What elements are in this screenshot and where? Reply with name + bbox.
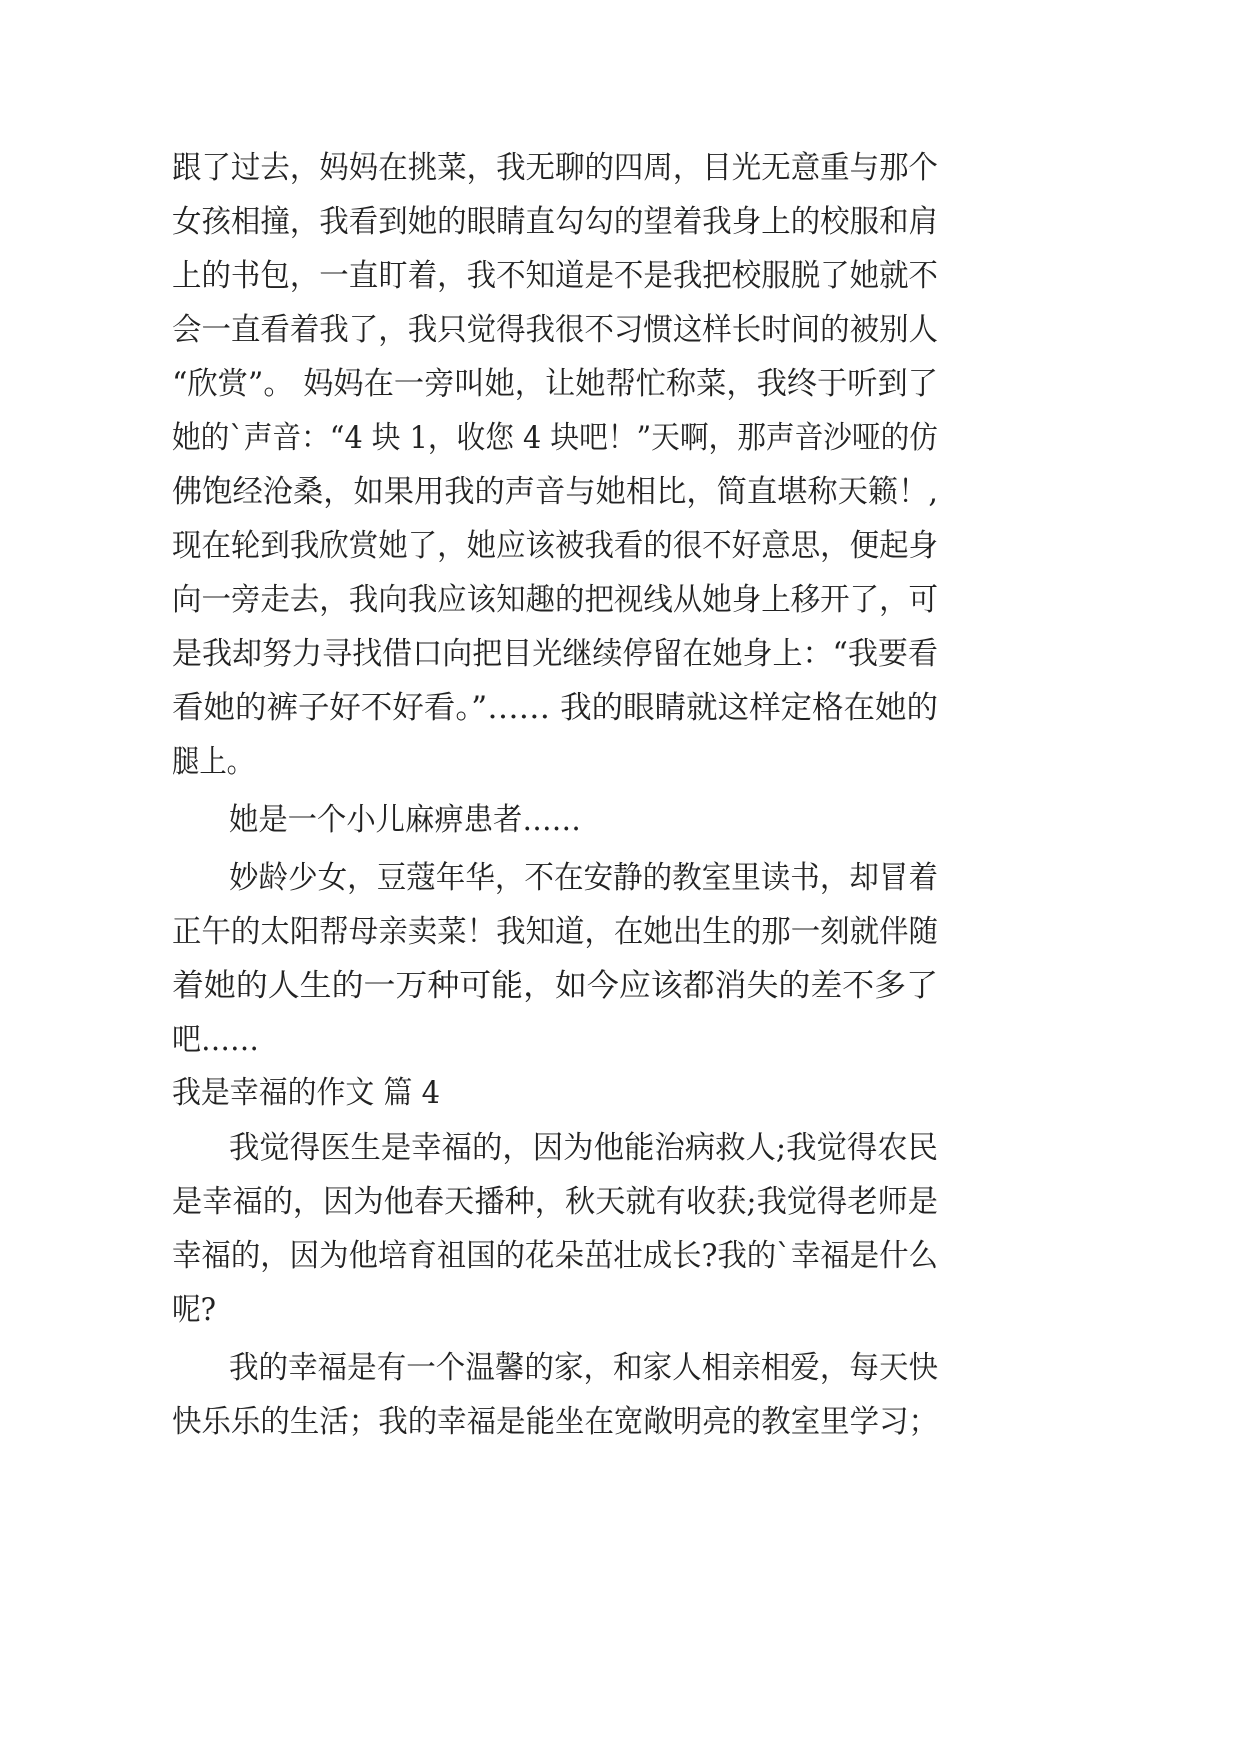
line-text: 吧……	[172, 1022, 259, 1058]
line-text: 腿上。	[172, 744, 254, 780]
line-text: 现在轮到我欣赏她了，她应该被我看的很不好意思，便起身	[172, 528, 938, 564]
line-text: 看她的裤子好不好看。”…… 我的眼睛就这样定格在她的	[172, 690, 938, 726]
text-line	[0, 731, 1241, 793]
section-heading	[0, 1062, 1241, 1124]
line-text: 跟了过去，妈妈在挑菜，我无聊的四周，目光无意重与那个	[172, 150, 938, 186]
text-line	[0, 569, 1241, 631]
line-text: 我的幸福是有一个温馨的家，和家人相亲相爱，每天快	[229, 1350, 938, 1386]
text-line	[0, 1279, 1241, 1341]
text-line	[0, 901, 1241, 963]
text-line	[0, 955, 1241, 1017]
line-text: 佛饱经沧桑，如果用我的声音与她相比，简直堪称天籁！,	[172, 474, 938, 510]
text-line	[0, 137, 1241, 199]
heading-text: 我是幸福的作文 篇 4	[172, 1075, 440, 1111]
line-text: 上的书包，一直盯着，我不知道是不是我把校服脱了她就不	[172, 258, 938, 294]
line-text: 我觉得医生是幸福的，因为他能治病救人;我觉得农民	[229, 1130, 938, 1166]
line-text: 正午的太阳帮母亲卖菜！我知道，在她出生的那一刻就伴随	[172, 914, 938, 950]
line-text: 呢?	[172, 1292, 216, 1328]
text-line	[0, 677, 1241, 739]
line-text: 是幸福的，因为他春天播种，秋天就有收获;我觉得老师是	[172, 1184, 938, 1220]
text-line	[0, 191, 1241, 253]
text-line	[0, 299, 1241, 361]
text-line	[0, 1117, 1241, 1179]
line-text: 幸福的，因为他培育祖国的花朵茁壮成长?我的`幸福是什么	[172, 1238, 938, 1274]
line-text: 向一旁走去，我向我应该知趣的把视线从她身上移开了，可	[172, 582, 938, 618]
text-line	[0, 1391, 1241, 1453]
line-text: 女孩相撞，我看到她的眼睛直勾勾的望着我身上的校服和肩	[172, 204, 938, 240]
text-line	[0, 353, 1241, 415]
line-text: 她是一个小儿麻痹患者……	[229, 802, 581, 838]
text-line	[0, 245, 1241, 307]
line-text: 是我却努力寻找借口向把目光继续停留在她身上：“我要看	[172, 636, 938, 672]
text-line	[0, 515, 1241, 577]
text-line	[0, 1171, 1241, 1233]
text-line	[0, 1337, 1241, 1399]
line-text: 快乐乐的生活；我的幸福是能坐在宽敞明亮的教室里学习；	[172, 1404, 938, 1440]
line-text: “欣赏”。 妈妈在一旁叫她，让她帮忙称菜，我终于听到了	[172, 366, 938, 402]
text-line	[0, 461, 1241, 523]
line-text: 着她的人生的一万种可能，如今应该都消失的差不多了	[172, 968, 938, 1004]
line-text: 她的`声音：“4 块 1，收您 4 块吧！”天啊，那声音沙哑的仿	[172, 420, 938, 456]
text-line	[0, 623, 1241, 685]
line-text: 会一直看着我了，我只觉得我很不习惯这样长时间的被别人	[172, 312, 938, 348]
text-line	[0, 789, 1241, 851]
line-text: 妙龄少女，豆蔻年华，不在安静的教室里读书，却冒着	[229, 860, 938, 896]
text-line	[0, 1225, 1241, 1287]
text-line	[0, 847, 1241, 909]
text-line	[0, 407, 1241, 469]
